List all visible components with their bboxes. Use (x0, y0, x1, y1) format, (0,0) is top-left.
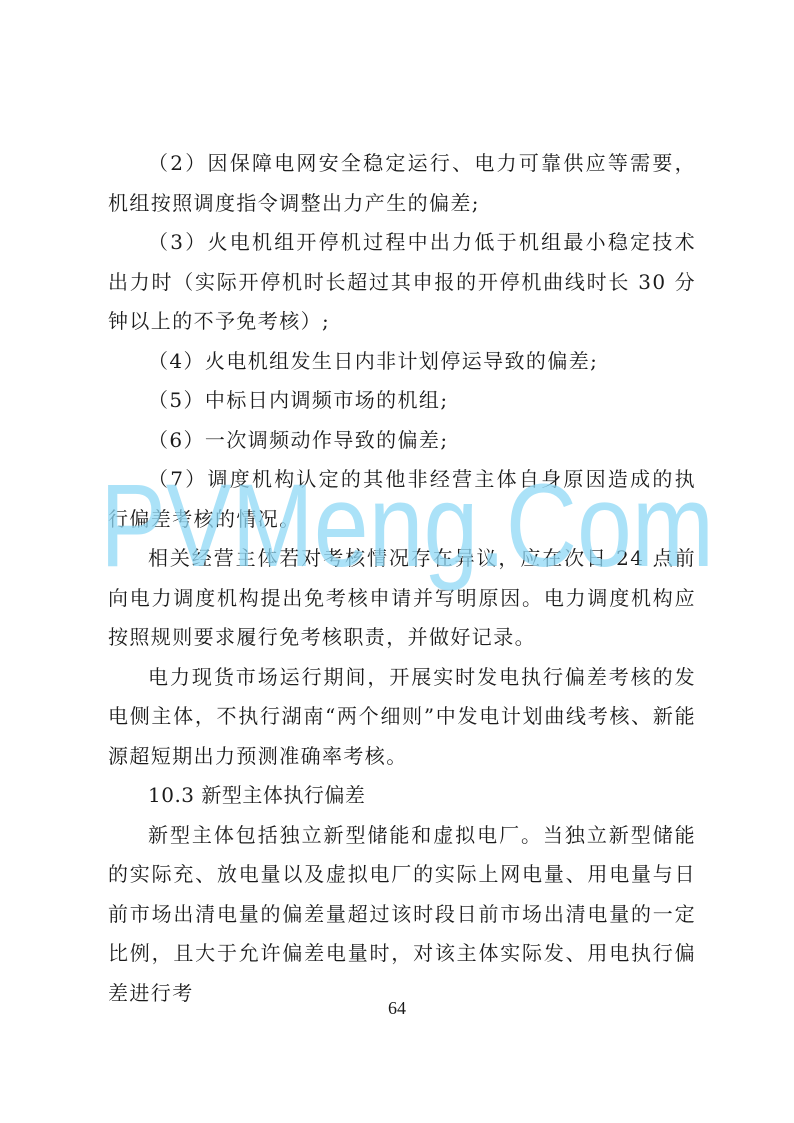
paragraph-spot-market: 电力现货市场运行期间，开展实时发电执行偏差考核的发电侧主体，不执行湖南“两个细则”中发电计划曲线考核、新能源超短期出力预测准确率考核。 (108, 664, 696, 768)
page-number: 64 (388, 998, 406, 1018)
paragraph-item-6: （6）一次调频动作导致的偏差; (148, 427, 449, 452)
paragraph-new-entities: 新型主体包括独立新型储能和虚拟电厂。当独立新型储能的实际充、放电量以及虚拟电厂的实际上网电量、用电量与日前市场出清电量的偏差量超过该时段日前市场出清电量的一定比例，且大于允许偏差电量时，对该主体实际发、用电执行偏差进行考 (108, 822, 696, 1005)
paragraph-item-4: （4）火电机组发生日内非计划停运导致的偏差; (148, 348, 599, 373)
section-heading: 10.3 新型主体执行偏差 (148, 783, 366, 807)
paragraph-item-3: （3）火电机组开停机过程中出力低于机组最小稳定技术出力时（实际开停机时长超过其申报的开停机曲线时长 30 分钟以上的不予免考核）; (108, 230, 696, 333)
paragraph-item-5: （5）中标日内调频市场的机组; (148, 388, 449, 412)
paragraph-objection: 相关经营主体若对考核情况存在异议，应在次日 24 点前向电力调度机构提出免考核申请并写明原因。电力调度机构应按照规则要求履行免考核职责，并做好记录。 (108, 546, 696, 649)
paragraph-item-7: （7）调度机构认定的其他非经营主体自身原因造成的执行偏差考核的情况。 (108, 467, 696, 531)
document-body (108, 144, 696, 1013)
paragraph-item-2: （2）因保障电网安全稳定运行、电力可靠供应等需要，机组按照调度指令调整出力产生的偏差; (108, 151, 696, 215)
watermark-text: PVMeng.Com (100, 460, 714, 592)
